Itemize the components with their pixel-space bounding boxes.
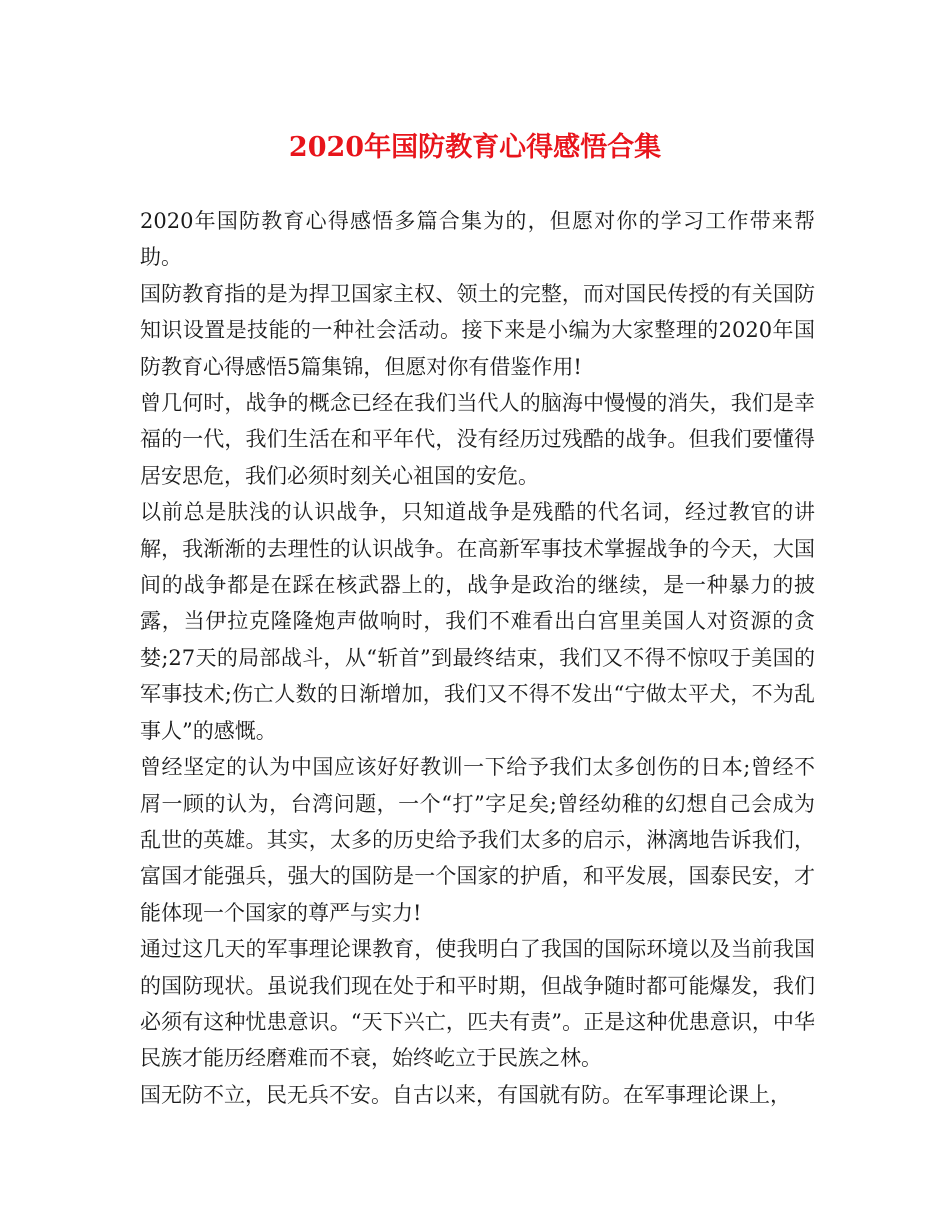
paragraph-reflection-5: 国无防不立，民无兵不安。自古以来，有国就有防。在军事理论课上， (140, 1082, 791, 1107)
paragraph-reflection-2: 以前总是肤浅的认识战争，只知道战争是残酷的代名词，经过教官的讲解，我渐渐的去理性的认识战争。在高新军事技术掌握战争的今天，大国间的战争都是在踩在核武器上的，战争是政治的继续，是一种暴力的披露，当伊拉克隆隆炮声做响时，我们不难看出白宫里美国人对资源的贪婪;27天的局部战斗，从“斩首”到最终结束，我们又不得不惊叹于美国的军事技术;伤亡人数的日渐增加，我们又不得不发出“宁做太平犬，不为乱事人”的感慨。 (140, 500, 815, 743)
paragraph-reflection-4: 通过这几天的军事理论课教育，使我明白了我国的国际环境以及当前我国的国防现状。虽说我们现在处于和平时期，但战争随时都可能爆发，我们必须有这种忧患意识。“天下兴亡，匹夫有责”。正是这种优患意识，中华民族才能历经磨难而不衰，始终屹立于民族之林。 (140, 937, 815, 1071)
document-body (140, 203, 815, 1113)
paragraph-reflection-3: 曾经坚定的认为中国应该好好教训一下给予我们太多创伤的日本;曾经不屑一顾的认为，台湾问题，一个“打”字足矣;曾经幼稚的幻想自己会成为乱世的英雄。其实，太多的历史给予我们太多的启示，淋漓地告诉我们，富国才能强兵，强大的国防是一个国家的护盾，和平发展，国泰民安，才能体现一个国家的尊严与实力! (140, 755, 815, 925)
document-title: 2020年国防教育心得感悟合集 (288, 132, 662, 163)
paragraph-reflection-1: 曾几何时，战争的概念已经在我们当代人的脑海中慢慢的消失，我们是幸福的一代，我们生活在和平年代，没有经历过残酷的战争。但我们要懂得居安思危，我们必须时刻关心祖国的安危。 (140, 391, 815, 488)
paragraph-definition: 国防教育指的是为捍卫国家主权、领土的完整，而对国民传授的有关国防知识设置是技能的一种社会活动。接下来是小编为大家整理的2020年国防教育心得感悟5篇集锦，但愿对你有借鉴作用! (140, 281, 815, 379)
paragraph-intro: 2020年国防教育心得感悟多篇合集为的，但愿对你的学习工作带来帮助。 (140, 209, 815, 270)
